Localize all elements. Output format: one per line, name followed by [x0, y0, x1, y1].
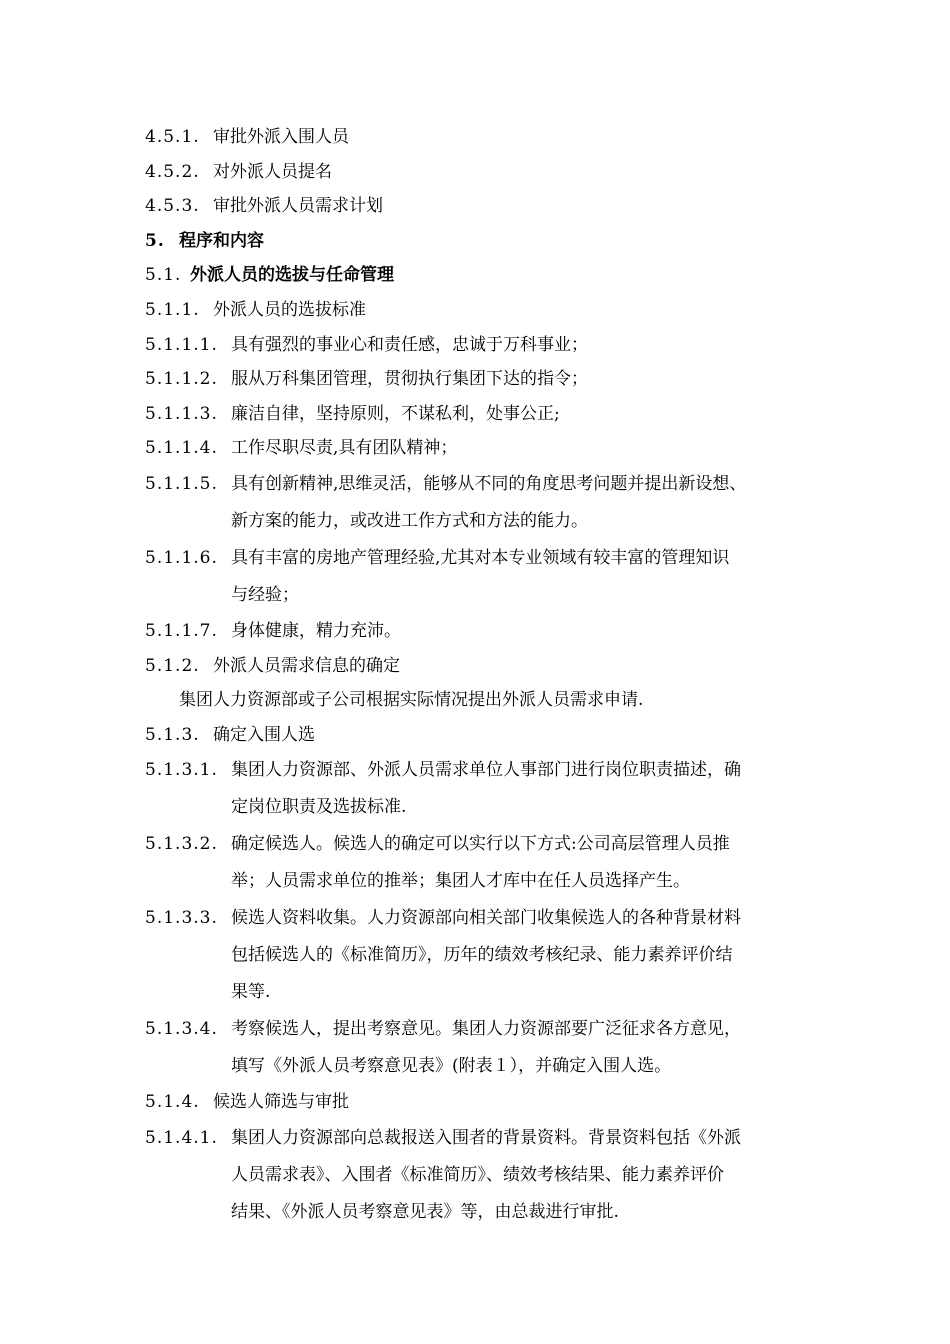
list-item [145, 120, 825, 155]
list-item [145, 826, 825, 863]
list-item [145, 900, 825, 937]
continuation-line: 新方案的能力，或改进工作方式和方法的能力。 [231, 510, 588, 531]
section-number: 5.1. [145, 265, 182, 286]
section-number: 4.5.3. [145, 196, 200, 217]
section-text: 集团人力资源部向总裁报送入围者的背景资料。背景资料包括《外派 [231, 1127, 741, 1148]
continuation-line: 果等. [231, 982, 271, 1003]
list-item [145, 293, 825, 328]
section-number: 4.5.2. [145, 161, 200, 182]
section-number: 5.1.3. [145, 724, 200, 745]
continuation-line: 包括候选人的《标准简历》，历年的绩效考核纪录、能力素养评价结 [231, 945, 733, 966]
list-item [145, 431, 825, 466]
continuation-line: 定岗位职责及选拔标准. [231, 797, 407, 818]
document-body [145, 120, 825, 1231]
section-number: 5.1.3.3. [145, 908, 218, 929]
section-title: 外派人员的选拔与任命管理 [190, 265, 394, 286]
section-number: 4.5.1. [145, 127, 200, 147]
list-item [145, 155, 825, 190]
list-item [145, 1120, 825, 1157]
section-number: 5.1.2. [145, 655, 200, 676]
section-number: 5. [145, 230, 165, 251]
section-text: 确定入围人选 [213, 724, 315, 745]
continuation-line: 人员需求表》、入围者《标准简历》、绩效考核结果、能力素养评价 [231, 1164, 724, 1185]
list-item [145, 540, 825, 577]
section-number: 5.1.1.6. [145, 547, 218, 568]
list-item [145, 362, 825, 397]
list-item [145, 718, 825, 753]
subsection-heading [145, 258, 825, 293]
section-text: 具有创新精神,思维灵活，能够从不同的角度思考问题并提出新设想、 [231, 473, 747, 494]
section-text: 外派人员需求信息的确定 [213, 655, 400, 676]
list-item [145, 649, 825, 684]
section-number: 5.1.1.5. [145, 473, 218, 494]
list-item [145, 1085, 825, 1120]
list-item [145, 752, 825, 789]
list-item [145, 466, 825, 503]
section-number: 5.1.3.4. [145, 1019, 218, 1040]
continuation-line: 结果、《外派人员考察意见表》等，由总裁进行审批. [231, 1201, 619, 1222]
body-paragraph: 集团人力资源部或子公司根据实际情况提出外派人员需求申请. [179, 690, 644, 711]
section-number: 5.1.1.3. [145, 403, 218, 424]
list-item [145, 614, 825, 649]
section-number: 5.1.1. [145, 299, 200, 320]
section-number: 5.1.1.2. [145, 369, 218, 390]
section-text: 具有强烈的事业心和责任感，忠诚于万科事业； [231, 334, 588, 355]
section-text: 对外派人员提名 [213, 161, 332, 182]
section-text: 审批外派人员需求计划 [213, 196, 383, 217]
section-number: 5.1.3.1. [145, 760, 218, 781]
section-number: 5.1.3.2. [145, 834, 218, 855]
section-text: 审批外派入围人员 [213, 127, 349, 147]
section-text: 外派人员的选拔标准 [213, 299, 366, 320]
section-number: 5.1.4.1. [145, 1127, 218, 1148]
list-item [145, 397, 825, 432]
section-text: 工作尽职尽责,具有团队精神； [231, 438, 458, 459]
section-text: 候选人筛选与审批 [213, 1092, 349, 1113]
section-text: 集团人力资源部、外派人员需求单位人事部门进行岗位职责描述，确 [231, 760, 741, 781]
section-number: 5.1.4. [145, 1092, 200, 1113]
section-number: 5.1.1.7. [145, 620, 218, 641]
section-heading [145, 224, 825, 259]
section-text: 身体健康，精力充沛。 [231, 620, 401, 641]
continuation-line: 举；人员需求单位的推举；集团人才库中在任人员选择产生。 [231, 871, 690, 892]
continuation-line: 填写《外派人员考察意见表》(附表１），并确定入围人选。 [231, 1056, 672, 1077]
section-text: 确定候选人。候选人的确定可以实行以下方式:公司高层管理人员推 [231, 834, 730, 855]
list-item [145, 1011, 825, 1048]
section-text: 考察候选人，提出考察意见。集团人力资源部要广泛征求各方意见， [231, 1019, 741, 1040]
section-text: 具有丰富的房地产管理经验,尤其对本专业领域有较丰富的管理知识 [231, 547, 730, 568]
section-number: 5.1.1.1. [145, 334, 218, 355]
section-text: 服从万科集团管理，贯彻执行集团下达的指令； [231, 369, 588, 390]
section-text: 候选人资料收集。人力资源部向相关部门收集候选人的各种背景材料 [231, 908, 741, 929]
section-text: 廉洁自律，坚持原则，不谋私利，处事公正; [231, 403, 560, 424]
list-item [145, 328, 825, 363]
section-title: 程序和内容 [179, 230, 264, 251]
continuation-line: 与经验； [231, 584, 299, 605]
section-number: 5.1.1.4. [145, 438, 218, 459]
list-item [145, 189, 825, 224]
